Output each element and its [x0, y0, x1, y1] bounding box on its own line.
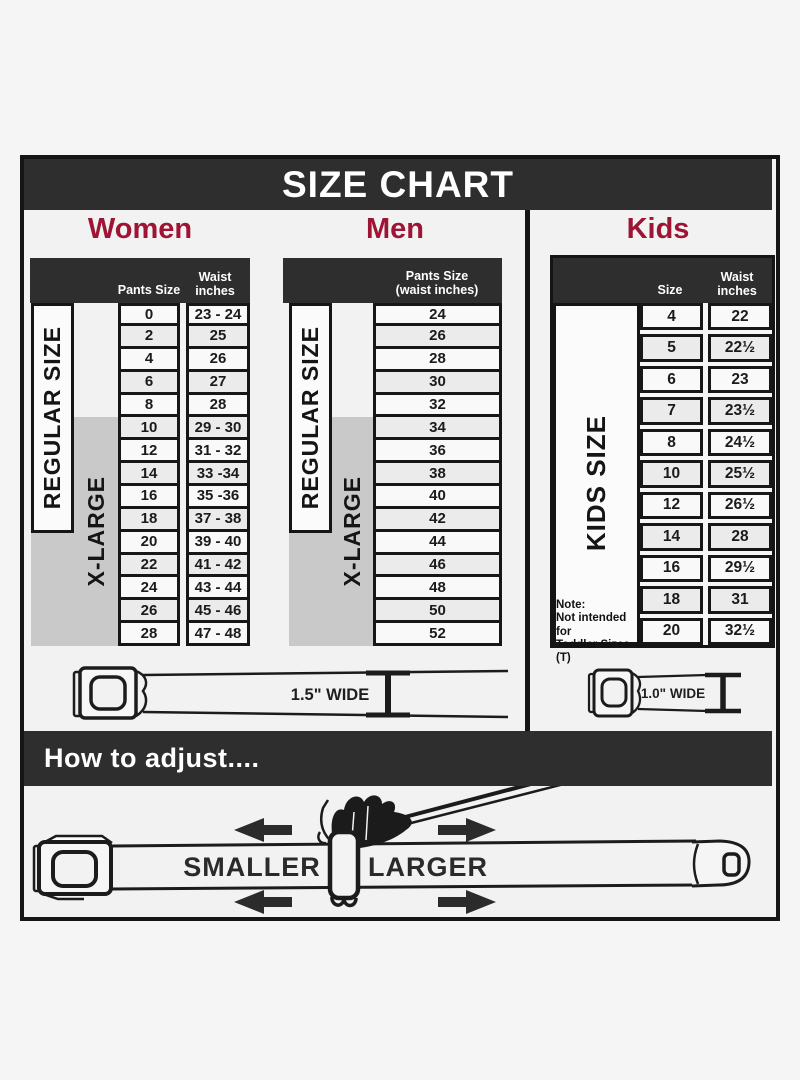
- table-row: [373, 463, 502, 486]
- men-regular-size-label: REGULAR SIZE: [297, 326, 323, 510]
- table-cell: 23 - 24: [186, 303, 250, 326]
- table-cell: 16: [640, 555, 703, 582]
- table-cell: 31 - 32: [186, 440, 250, 463]
- table-row: [118, 349, 250, 372]
- women-xlarge-box-extension: [31, 533, 74, 646]
- table-cell: 2: [118, 326, 180, 349]
- table-cell: 26: [373, 326, 502, 349]
- table-row: [118, 417, 250, 440]
- women-xlarge-box: [74, 417, 118, 646]
- men-regular-size-box: [289, 303, 332, 533]
- kids-col1-header: Size: [657, 283, 683, 298]
- kids-table-rows: [640, 303, 772, 645]
- table-row: [373, 303, 502, 326]
- table-row: [118, 577, 250, 600]
- men-xlarge-box: [332, 417, 373, 646]
- table-row: [118, 440, 250, 463]
- table-cell: 14: [118, 463, 180, 486]
- table-cell: 32: [373, 395, 502, 418]
- table-cell: 35 -36: [186, 486, 250, 509]
- table-cell: 52: [373, 623, 502, 646]
- table-row: [640, 586, 772, 613]
- kids-col2-line1: Waist: [720, 269, 754, 284]
- kids-heading: Kids: [626, 213, 690, 245]
- width-measure-icon: [705, 675, 741, 711]
- belt-strap-bottom-line: [143, 712, 508, 717]
- table-cell: 34: [373, 417, 502, 440]
- table-row: [373, 372, 502, 395]
- table-row: [118, 303, 250, 326]
- belt-strap-bottom-line: [112, 885, 696, 889]
- kids-belt-width-label: 1.0" WIDE: [640, 686, 706, 701]
- women-regular-size-label: REGULAR SIZE: [39, 326, 65, 510]
- table-cell: 23½: [708, 397, 772, 424]
- table-cell: 32½: [708, 618, 772, 645]
- table-row: [373, 623, 502, 646]
- table-cell: 28: [708, 523, 772, 550]
- table-cell: 33 -34: [186, 463, 250, 486]
- men-table-rows: [373, 303, 502, 646]
- table-row: [118, 555, 250, 578]
- kids-size-label: KIDS SIZE: [581, 414, 611, 552]
- table-row: [640, 429, 772, 456]
- table-cell: 18: [640, 586, 703, 613]
- table-cell: 4: [118, 349, 180, 372]
- men-heading: Men: [366, 213, 424, 245]
- page-title: SIZE CHART: [282, 163, 514, 205]
- larger-label: LARGER: [368, 852, 488, 882]
- table-cell: 5: [640, 334, 703, 361]
- table-cell: 30: [373, 372, 502, 395]
- men-xlarge-label: X-LARGE: [339, 476, 365, 587]
- table-cell: 26: [186, 349, 250, 372]
- adjust-section-header: [24, 731, 772, 786]
- table-cell: 27: [186, 372, 250, 395]
- table-row: [373, 395, 502, 418]
- table-row: [640, 492, 772, 519]
- table-cell: 6: [118, 372, 180, 395]
- table-row: [373, 440, 502, 463]
- table-cell: 36: [373, 440, 502, 463]
- women-table-rows: [118, 303, 250, 646]
- table-row: [118, 395, 250, 418]
- women-heading: Women: [87, 213, 193, 245]
- table-cell: 25½: [708, 460, 772, 487]
- table-row: [118, 486, 250, 509]
- table-row: [373, 600, 502, 623]
- table-row: [640, 618, 772, 645]
- table-row: [373, 532, 502, 555]
- table-cell: 26½: [708, 492, 772, 519]
- men-table-header: [283, 258, 502, 303]
- table-cell: 40: [373, 486, 502, 509]
- belt-strap-top-line: [112, 841, 696, 846]
- table-cell: 31: [708, 586, 772, 613]
- table-cell: 16: [118, 486, 180, 509]
- men-col1-line2: (waist inches): [395, 283, 479, 298]
- table-cell: 24: [118, 577, 180, 600]
- men-kids-divider: [525, 210, 530, 731]
- table-cell: 10: [118, 417, 180, 440]
- table-cell: 29 - 30: [186, 417, 250, 440]
- belt-tip-icon: [692, 841, 749, 886]
- adjust-illustration: [24, 786, 772, 917]
- table-cell: 44: [373, 532, 502, 555]
- table-cell: 37 - 38: [186, 509, 250, 532]
- table-row: [118, 463, 250, 486]
- seatbelt-buckle-icon: [589, 670, 640, 716]
- women-col2-line2: inches: [195, 284, 235, 299]
- table-cell: 25: [186, 326, 250, 349]
- table-row: [118, 326, 250, 349]
- kids-col2-header: [705, 270, 769, 300]
- table-cell: 24½: [708, 429, 772, 456]
- kids-size-box: [553, 303, 640, 645]
- table-row: [118, 372, 250, 395]
- table-cell: 24: [373, 303, 502, 326]
- table-cell: 47 - 48: [186, 623, 250, 646]
- women-col2-line1: Waist: [198, 269, 232, 284]
- table-row: [640, 366, 772, 393]
- kids-col2-line2: inches: [717, 284, 757, 299]
- table-row: [640, 397, 772, 424]
- title-bar: [24, 159, 772, 210]
- table-cell: 43 - 44: [186, 577, 250, 600]
- women-table-header: [30, 258, 250, 303]
- table-row: [373, 417, 502, 440]
- table-row: [373, 555, 502, 578]
- table-cell: 41 - 42: [186, 555, 250, 578]
- table-cell: 28: [373, 349, 502, 372]
- table-cell: 14: [640, 523, 703, 550]
- table-row: [640, 523, 772, 550]
- table-cell: 0: [118, 303, 180, 326]
- men-col1-header: [372, 269, 502, 299]
- women-xlarge-label: X-LARGE: [82, 476, 109, 587]
- table-row: [118, 532, 250, 555]
- table-row: [373, 577, 502, 600]
- kids-note: [556, 599, 640, 666]
- table-cell: 50: [373, 600, 502, 623]
- table-cell: 22½: [708, 334, 772, 361]
- table-cell: 4: [640, 303, 703, 330]
- table-cell: 28: [186, 395, 250, 418]
- table-cell: 8: [118, 395, 180, 418]
- table-cell: 12: [640, 492, 703, 519]
- table-cell: 20: [118, 532, 180, 555]
- men-xlarge-box-extension: [289, 533, 332, 646]
- table-cell: 29½: [708, 555, 772, 582]
- kids-note-line1: Note:: [556, 599, 586, 611]
- kids-belt-illustration: [545, 660, 776, 730]
- table-row: [373, 349, 502, 372]
- belt-slider-icon: [330, 832, 358, 906]
- table-row: [640, 460, 772, 487]
- table-cell: 20: [640, 618, 703, 645]
- seatbelt-buckle-icon: [34, 836, 112, 899]
- table-cell: 48: [373, 577, 502, 600]
- table-cell: 23: [708, 366, 772, 393]
- table-row: [640, 555, 772, 582]
- table-cell: 38: [373, 463, 502, 486]
- adult-belt-width-label: 1.5" WIDE: [290, 686, 370, 704]
- table-cell: 28: [118, 623, 180, 646]
- belt-strap-top-line: [143, 671, 508, 675]
- table-cell: 26: [118, 600, 180, 623]
- adjust-heading: How to adjust....: [44, 743, 260, 773]
- table-row: [640, 334, 772, 361]
- table-cell: 22: [118, 555, 180, 578]
- table-cell: 42: [373, 509, 502, 532]
- table-cell: 22: [708, 303, 772, 330]
- men-col1-line1: Pants Size: [405, 268, 469, 283]
- women-col2-header: [182, 270, 248, 300]
- women-col1-header: Pants Size: [117, 283, 181, 298]
- table-cell: 8: [640, 429, 703, 456]
- table-row: [118, 509, 250, 532]
- table-cell: 6: [640, 366, 703, 393]
- smaller-label: SMALLER: [183, 852, 321, 882]
- table-cell: 12: [118, 440, 180, 463]
- table-cell: 39 - 40: [186, 532, 250, 555]
- women-regular-size-box: [31, 303, 74, 533]
- table-row: [373, 486, 502, 509]
- width-measure-icon: [366, 673, 410, 715]
- table-cell: 18: [118, 509, 180, 532]
- table-row: [640, 303, 772, 330]
- table-cell: 10: [640, 460, 703, 487]
- kids-note-line3: Toddler Sizes (T): [556, 638, 630, 665]
- table-cell: 46: [373, 555, 502, 578]
- seatbelt-buckle-icon: [74, 668, 146, 718]
- kids-table-header: [553, 258, 772, 303]
- table-cell: 45 - 46: [186, 600, 250, 623]
- table-row: [118, 600, 250, 623]
- kids-note-line2: Not intended for: [556, 612, 627, 638]
- table-row: [373, 326, 502, 349]
- table-row: [373, 509, 502, 532]
- table-cell: 7: [640, 397, 703, 424]
- table-row: [118, 623, 250, 646]
- adult-belt-illustration: [30, 660, 520, 730]
